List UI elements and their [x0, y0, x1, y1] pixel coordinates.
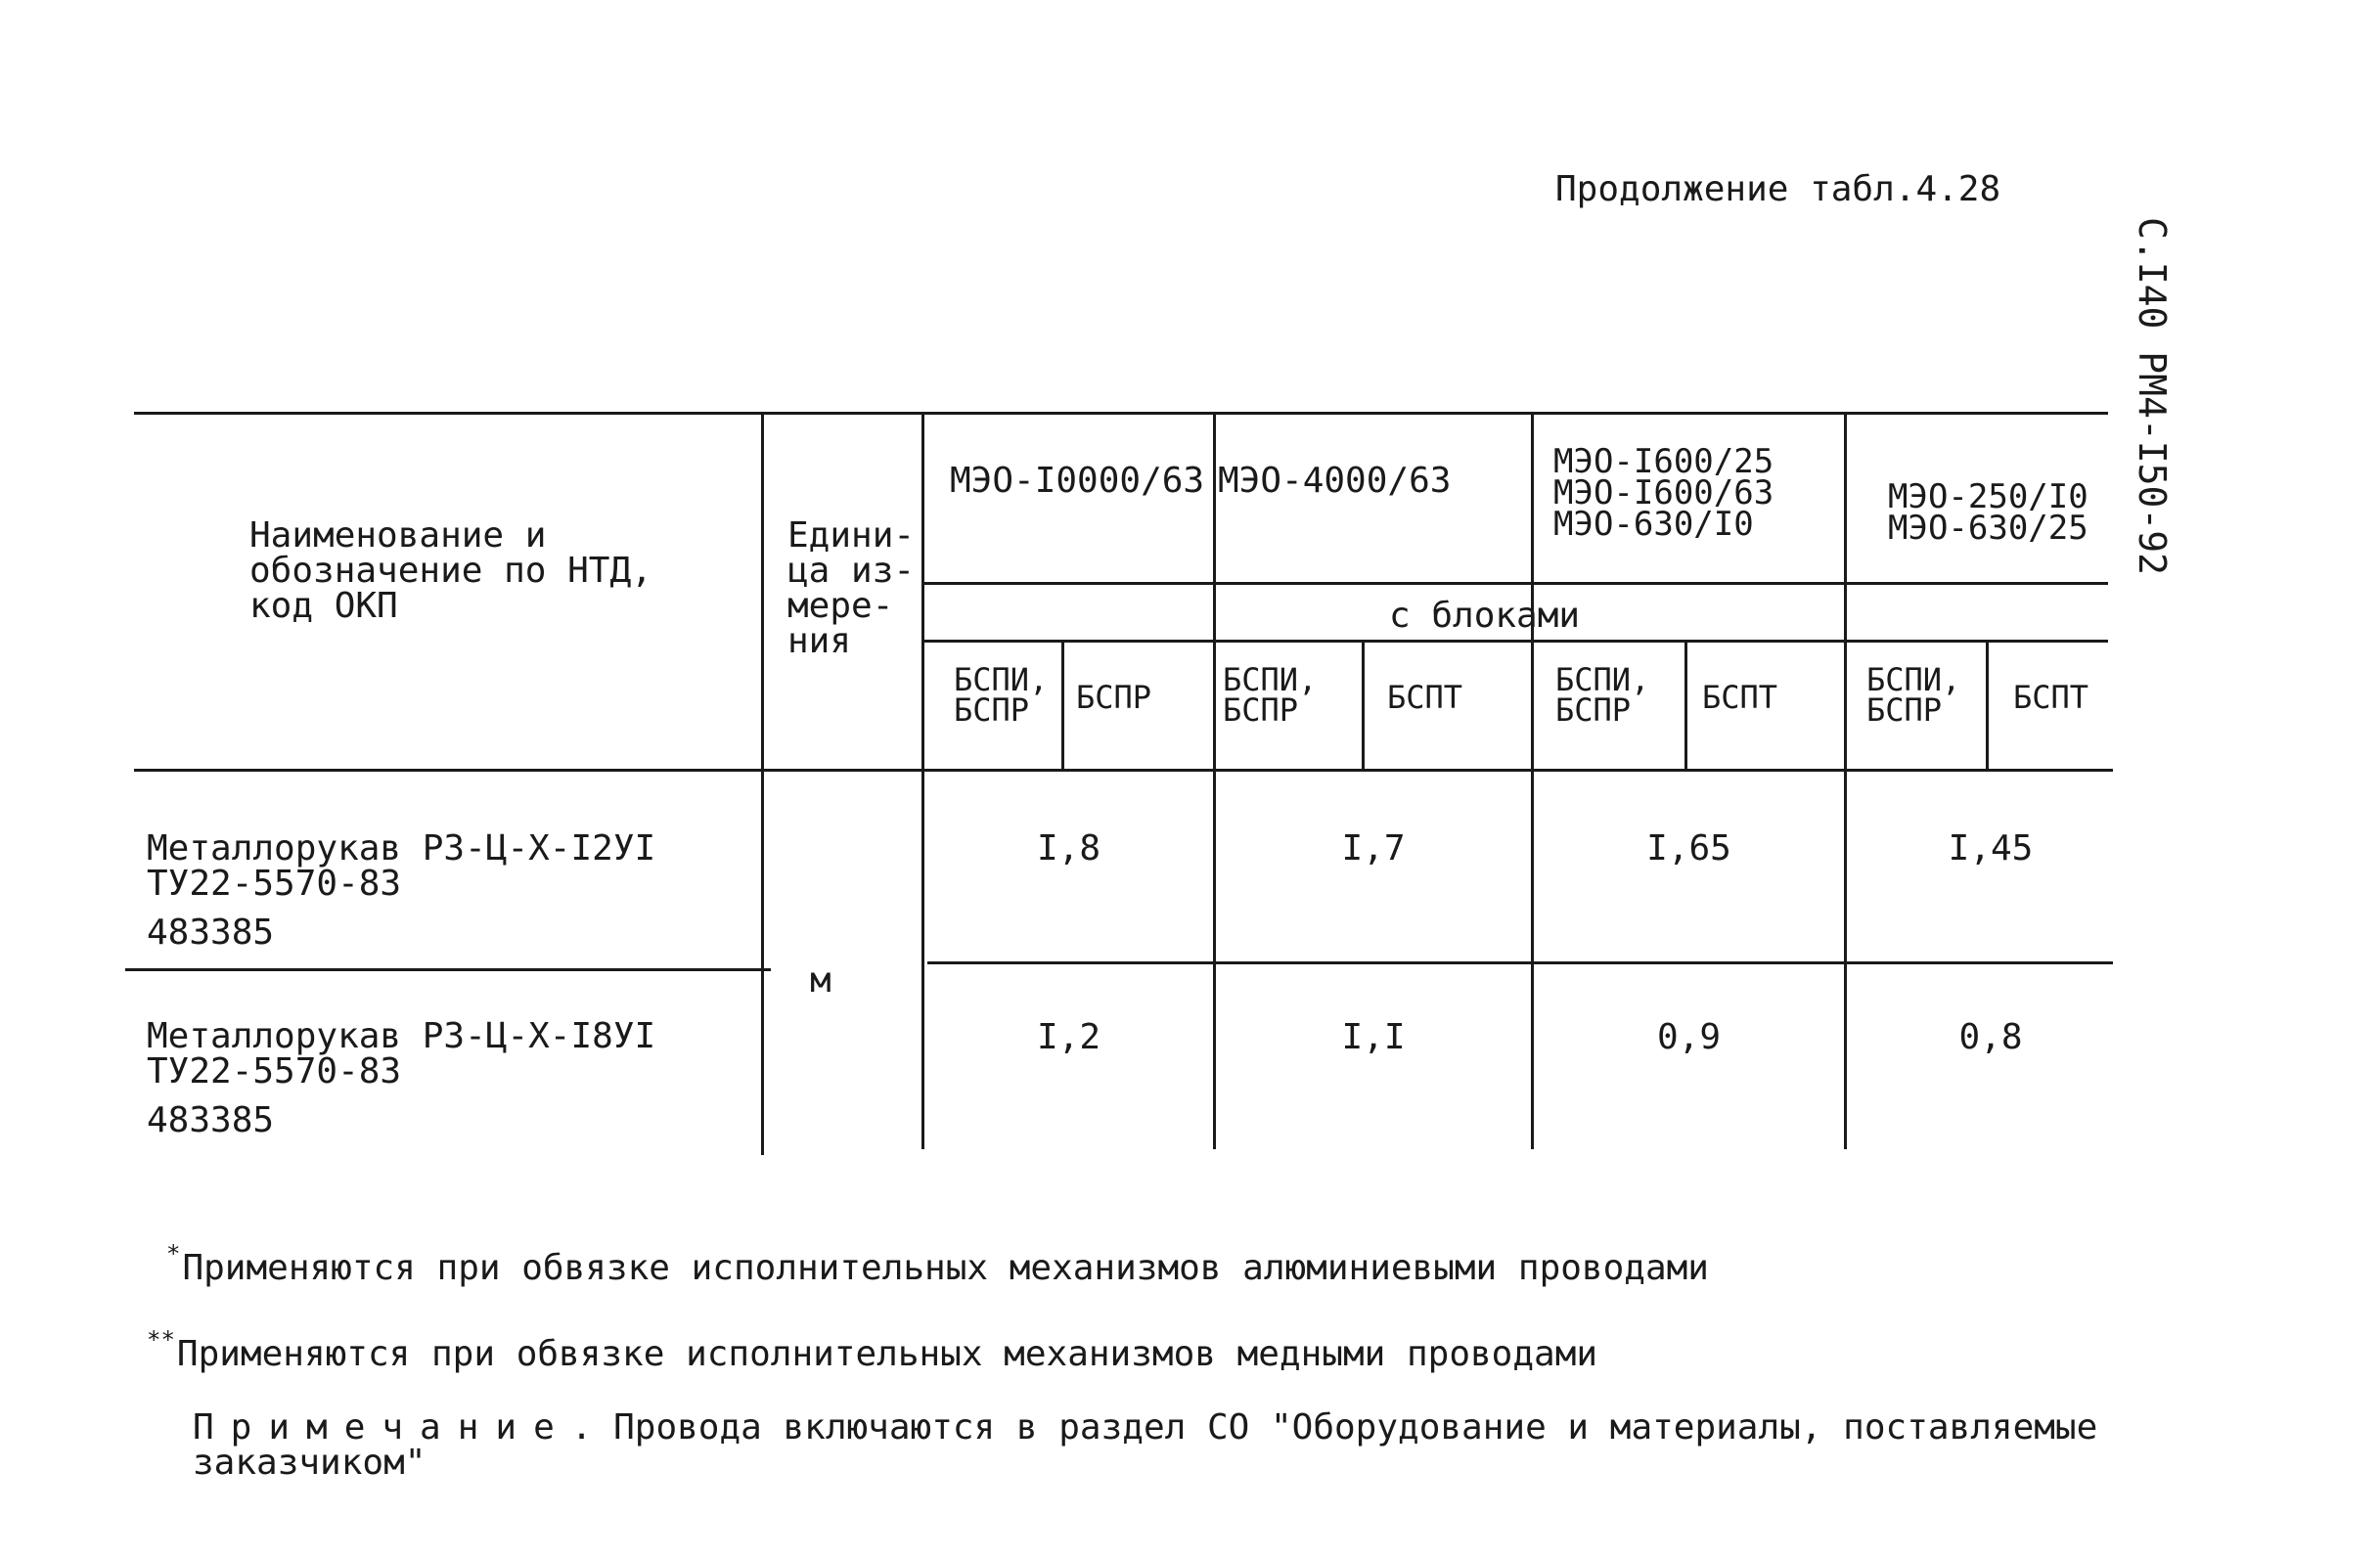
note-block	[193, 1407, 2098, 1483]
subcol-8: БСПТ	[2013, 679, 2089, 716]
row-divider-right	[927, 961, 2113, 964]
row-1-value-4: I,45	[1948, 828, 2034, 869]
subcol-4: БСПТ	[1387, 679, 1463, 716]
subcol-rule-3	[1684, 640, 1687, 769]
note-text-line1: . Провода включаются в раздел СО "Оборудование и материалы, поставляемые	[570, 1407, 2098, 1448]
subcol-rule-1	[1061, 640, 1064, 769]
subcol-3: БСПИ, БСПР	[1223, 661, 1318, 729]
name-column-header: Наименование и обозначение по НТД, код ОКП	[249, 515, 652, 626]
footnote-2	[147, 1322, 1597, 1372]
note-label: Примечание	[193, 1407, 571, 1448]
unit-col-left-rule	[761, 412, 764, 1155]
note-text-line2: заказчиком"	[193, 1443, 427, 1483]
group-header-1: МЭО-I0000/63	[950, 461, 1205, 501]
subcol-rule-2	[1362, 640, 1365, 769]
group-header-2: МЭО-4000/63	[1218, 461, 1452, 501]
row-2-name: Металлорукав РЗ-Ц-Х-I8УI ТУ22-5570-83 483385	[147, 1016, 656, 1140]
table-top-rule	[134, 412, 2108, 415]
row-1-value-3: I,65	[1646, 828, 1731, 869]
group-header-3: МЭО-I600/25 МЭО-I600/63 МЭО-630/I0	[1553, 442, 1774, 544]
subcol-rule-4	[1986, 640, 1989, 769]
header-bottom-rule	[134, 769, 2113, 772]
subcol-2: БСПР	[1076, 679, 1152, 716]
unit-column-header: Едини- ца из- мере- ния	[787, 515, 916, 661]
footnote-2-text: Применяются при обвязке исполнительных механизмов медными проводами	[176, 1334, 1598, 1374]
unit-value: м	[810, 960, 831, 1001]
footnote-1-mark: *	[166, 1240, 181, 1268]
group-header-4: МЭО-250/I0 МЭО-630/25	[1888, 477, 2088, 548]
footnote-1	[166, 1236, 1709, 1286]
with-blocks-label: с блоками	[1389, 596, 1581, 636]
subcol-6: БСПТ	[1702, 679, 1778, 716]
page-side-code: С.I40 РМ4-I50-92	[2131, 217, 2174, 576]
row-1-value-1: I,8	[1036, 828, 1101, 869]
row-1-name: Металлорукав РЗ-Ц-Х-I2УI ТУ22-5570-83 483385	[147, 828, 656, 953]
row-2-value-3: 0,9	[1656, 1017, 1722, 1057]
row-divider-left	[125, 968, 771, 971]
continuation-title: Продолжение табл.4.28	[1555, 169, 2001, 209]
subcol-1: БСПИ, БСПР	[954, 661, 1049, 729]
blocks-rule	[921, 640, 2108, 643]
footnote-2-mark: **	[147, 1326, 175, 1354]
group-rule	[921, 582, 2108, 585]
group3-right-rule	[1844, 412, 1847, 1149]
subcol-7: БСПИ, БСПР	[1866, 661, 1961, 729]
row-2-value-2: I,I	[1341, 1017, 1406, 1057]
row-2-value-1: I,2	[1036, 1017, 1101, 1057]
footnote-1-text: Применяются при обвязке исполнительных механизмов алюминиевыми проводами	[182, 1248, 1709, 1288]
row-2-value-4: 0,8	[1958, 1017, 2023, 1057]
subcol-5: БСПИ, БСПР	[1555, 661, 1650, 729]
row-1-value-2: I,7	[1341, 828, 1406, 869]
